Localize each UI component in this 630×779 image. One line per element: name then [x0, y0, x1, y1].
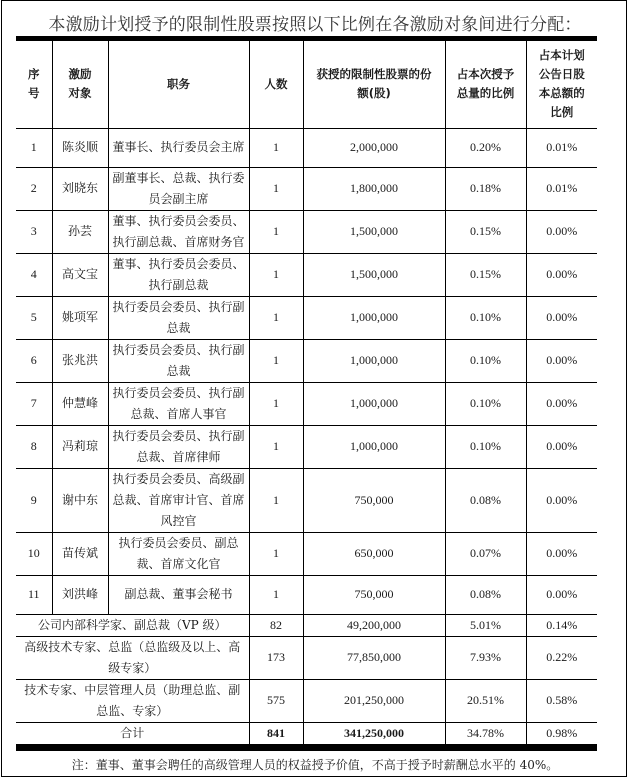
cell-count: 1 [249, 468, 303, 532]
header-name: 激励对象 [52, 41, 108, 128]
cell-pct-grant: 0.08% [445, 575, 526, 614]
header-shares: 获授的限制性股票的份额(股) [303, 41, 445, 128]
cell-seq: 6 [16, 339, 52, 382]
cell-name: 孙芸 [52, 210, 108, 253]
header-row [16, 41, 597, 128]
cell-count: 1 [249, 575, 303, 614]
cell-seq: 8 [16, 425, 52, 468]
table-row [16, 425, 597, 468]
cell-shares: 1,000,000 [303, 425, 445, 468]
cell-pct-grant: 0.10% [445, 339, 526, 382]
group-label: 高级技术专家、总监（总监级及以上、高级专家） [16, 636, 249, 679]
total-count: 841 [249, 722, 303, 744]
table-row [16, 575, 597, 614]
total-shares: 341,250,000 [303, 722, 445, 744]
cell-position: 执行委员会委员、副总裁、首席文化官 [108, 532, 249, 575]
table-row [16, 532, 597, 575]
cell-name: 张兆洪 [52, 339, 108, 382]
cell-count: 1 [249, 210, 303, 253]
cell-shares: 77,850,000 [303, 636, 445, 679]
cell-shares: 750,000 [303, 575, 445, 614]
cell-pct-grant: 0.08% [445, 468, 526, 532]
cell-pct-total: 0.01% [526, 128, 597, 167]
cell-shares: 1,500,000 [303, 210, 445, 253]
group-label: 公司内部科学家、副总裁（VP 级） [16, 614, 249, 636]
cell-position: 董事、执行委员会委员、执行副总裁 [108, 253, 249, 296]
cell-pct-total: 0.00% [526, 382, 597, 425]
cell-shares: 2,000,000 [303, 128, 445, 167]
cell-name: 高文宝 [52, 253, 108, 296]
cell-position: 执行委员会委员、执行副总裁、首席人事官 [108, 382, 249, 425]
header-count: 人数 [249, 41, 303, 128]
total-pct-total: 0.98% [526, 722, 597, 744]
table-bottom-rule [16, 745, 597, 751]
total-label: 合计 [16, 722, 249, 744]
cell-shares: 1,000,000 [303, 339, 445, 382]
cell-shares: 1,500,000 [303, 253, 445, 296]
cell-pct-grant: 0.10% [445, 296, 526, 339]
cell-position: 执行委员会委员、执行副总裁 [108, 296, 249, 339]
cell-count: 82 [249, 614, 303, 636]
cell-position: 副总裁、董事会秘书 [108, 575, 249, 614]
cell-pct-grant: 0.10% [445, 425, 526, 468]
header-position: 职务 [108, 41, 249, 128]
cell-count: 1 [249, 425, 303, 468]
cell-count: 1 [249, 253, 303, 296]
table-row [16, 253, 597, 296]
cell-name: 苗传斌 [52, 532, 108, 575]
cell-position: 执行委员会委员、高级副总裁、首席审计官、首席风控官 [108, 468, 249, 532]
cell-count: 1 [249, 339, 303, 382]
cell-position: 董事、执行委员会委员、执行副总裁、首席财务官 [108, 210, 249, 253]
group-row [16, 614, 597, 636]
cell-count: 575 [249, 679, 303, 722]
cell-pct-grant: 0.10% [445, 382, 526, 425]
cell-seq: 2 [16, 167, 52, 210]
allocation-table [16, 41, 597, 745]
cell-pct-grant: 0.15% [445, 210, 526, 253]
cell-shares: 1,800,000 [303, 167, 445, 210]
cell-seq: 9 [16, 468, 52, 532]
cell-position: 副董事长、总裁、执行委员会副主席 [108, 167, 249, 210]
page-title: 本激励计划授予的限制性股票按照以下比例在各激励对象间进行分配： [48, 15, 582, 35]
cell-pct-grant: 20.51% [445, 679, 526, 722]
cell-pct-total: 0.00% [526, 296, 597, 339]
cell-seq: 5 [16, 296, 52, 339]
cell-name: 姚项军 [52, 296, 108, 339]
cell-pct-grant: 0.20% [445, 128, 526, 167]
cell-name: 谢中东 [52, 468, 108, 532]
total-pct-grant: 34.78% [445, 722, 526, 744]
cell-count: 1 [249, 382, 303, 425]
cell-shares: 650,000 [303, 532, 445, 575]
cell-shares: 1,000,000 [303, 382, 445, 425]
cell-position: 董事长、执行委员会主席 [108, 128, 249, 167]
cell-pct-total: 0.58% [526, 679, 597, 722]
cell-shares: 750,000 [303, 468, 445, 532]
table-row [16, 167, 597, 210]
footnote: 注：董事、董事会聘任的高级管理人员的权益授予价值，不高于授予时薪酬总水平的 40%。 [71, 758, 559, 772]
table-row [16, 128, 597, 167]
cell-pct-grant: 0.15% [445, 253, 526, 296]
cell-pct-grant: 5.01% [445, 614, 526, 636]
cell-pct-total: 0.14% [526, 614, 597, 636]
table-row [16, 339, 597, 382]
cell-name: 刘洪峰 [52, 575, 108, 614]
cell-name: 刘晓东 [52, 167, 108, 210]
header-pct-total: 占本计划公告日股本总额的比例 [526, 41, 597, 128]
table-row [16, 382, 597, 425]
cell-seq: 4 [16, 253, 52, 296]
group-row [16, 636, 597, 679]
table-row [16, 468, 597, 532]
group-row [16, 679, 597, 722]
cell-seq: 10 [16, 532, 52, 575]
cell-position: 执行委员会委员、执行副总裁 [108, 339, 249, 382]
cell-pct-total: 0.00% [526, 253, 597, 296]
table-row [16, 296, 597, 339]
cell-pct-total: 0.00% [526, 425, 597, 468]
cell-pct-total: 0.00% [526, 532, 597, 575]
cell-count: 1 [249, 167, 303, 210]
cell-count: 1 [249, 128, 303, 167]
header-seq: 序号 [16, 41, 52, 128]
cell-seq: 7 [16, 382, 52, 425]
cell-pct-grant: 0.07% [445, 532, 526, 575]
cell-pct-total: 0.22% [526, 636, 597, 679]
cell-count: 173 [249, 636, 303, 679]
allocation-table-wrapper [16, 36, 597, 751]
cell-pct-total: 0.00% [526, 210, 597, 253]
cell-shares: 1,000,000 [303, 296, 445, 339]
cell-count: 1 [249, 532, 303, 575]
cell-name: 仲慧峰 [52, 382, 108, 425]
cell-shares: 49,200,000 [303, 614, 445, 636]
cell-pct-total: 0.00% [526, 575, 597, 614]
cell-pct-total: 0.00% [526, 339, 597, 382]
cell-name: 陈炎顺 [52, 128, 108, 167]
cell-pct-grant: 0.18% [445, 167, 526, 210]
cell-pct-total: 0.01% [526, 167, 597, 210]
cell-shares: 201,250,000 [303, 679, 445, 722]
cell-count: 1 [249, 296, 303, 339]
cell-seq: 1 [16, 128, 52, 167]
total-row [16, 722, 597, 744]
cell-pct-grant: 7.93% [445, 636, 526, 679]
table-row [16, 210, 597, 253]
header-pct-grant: 占本次授予总量的比例 [445, 41, 526, 128]
cell-pct-total: 0.00% [526, 468, 597, 532]
cell-position: 执行委员会委员、执行副总裁、首席律师 [108, 425, 249, 468]
cell-name: 冯莉琼 [52, 425, 108, 468]
group-label: 技术专家、中层管理人员（助理总监、副总监、专家） [16, 679, 249, 722]
cell-seq: 11 [16, 575, 52, 614]
cell-seq: 3 [16, 210, 52, 253]
